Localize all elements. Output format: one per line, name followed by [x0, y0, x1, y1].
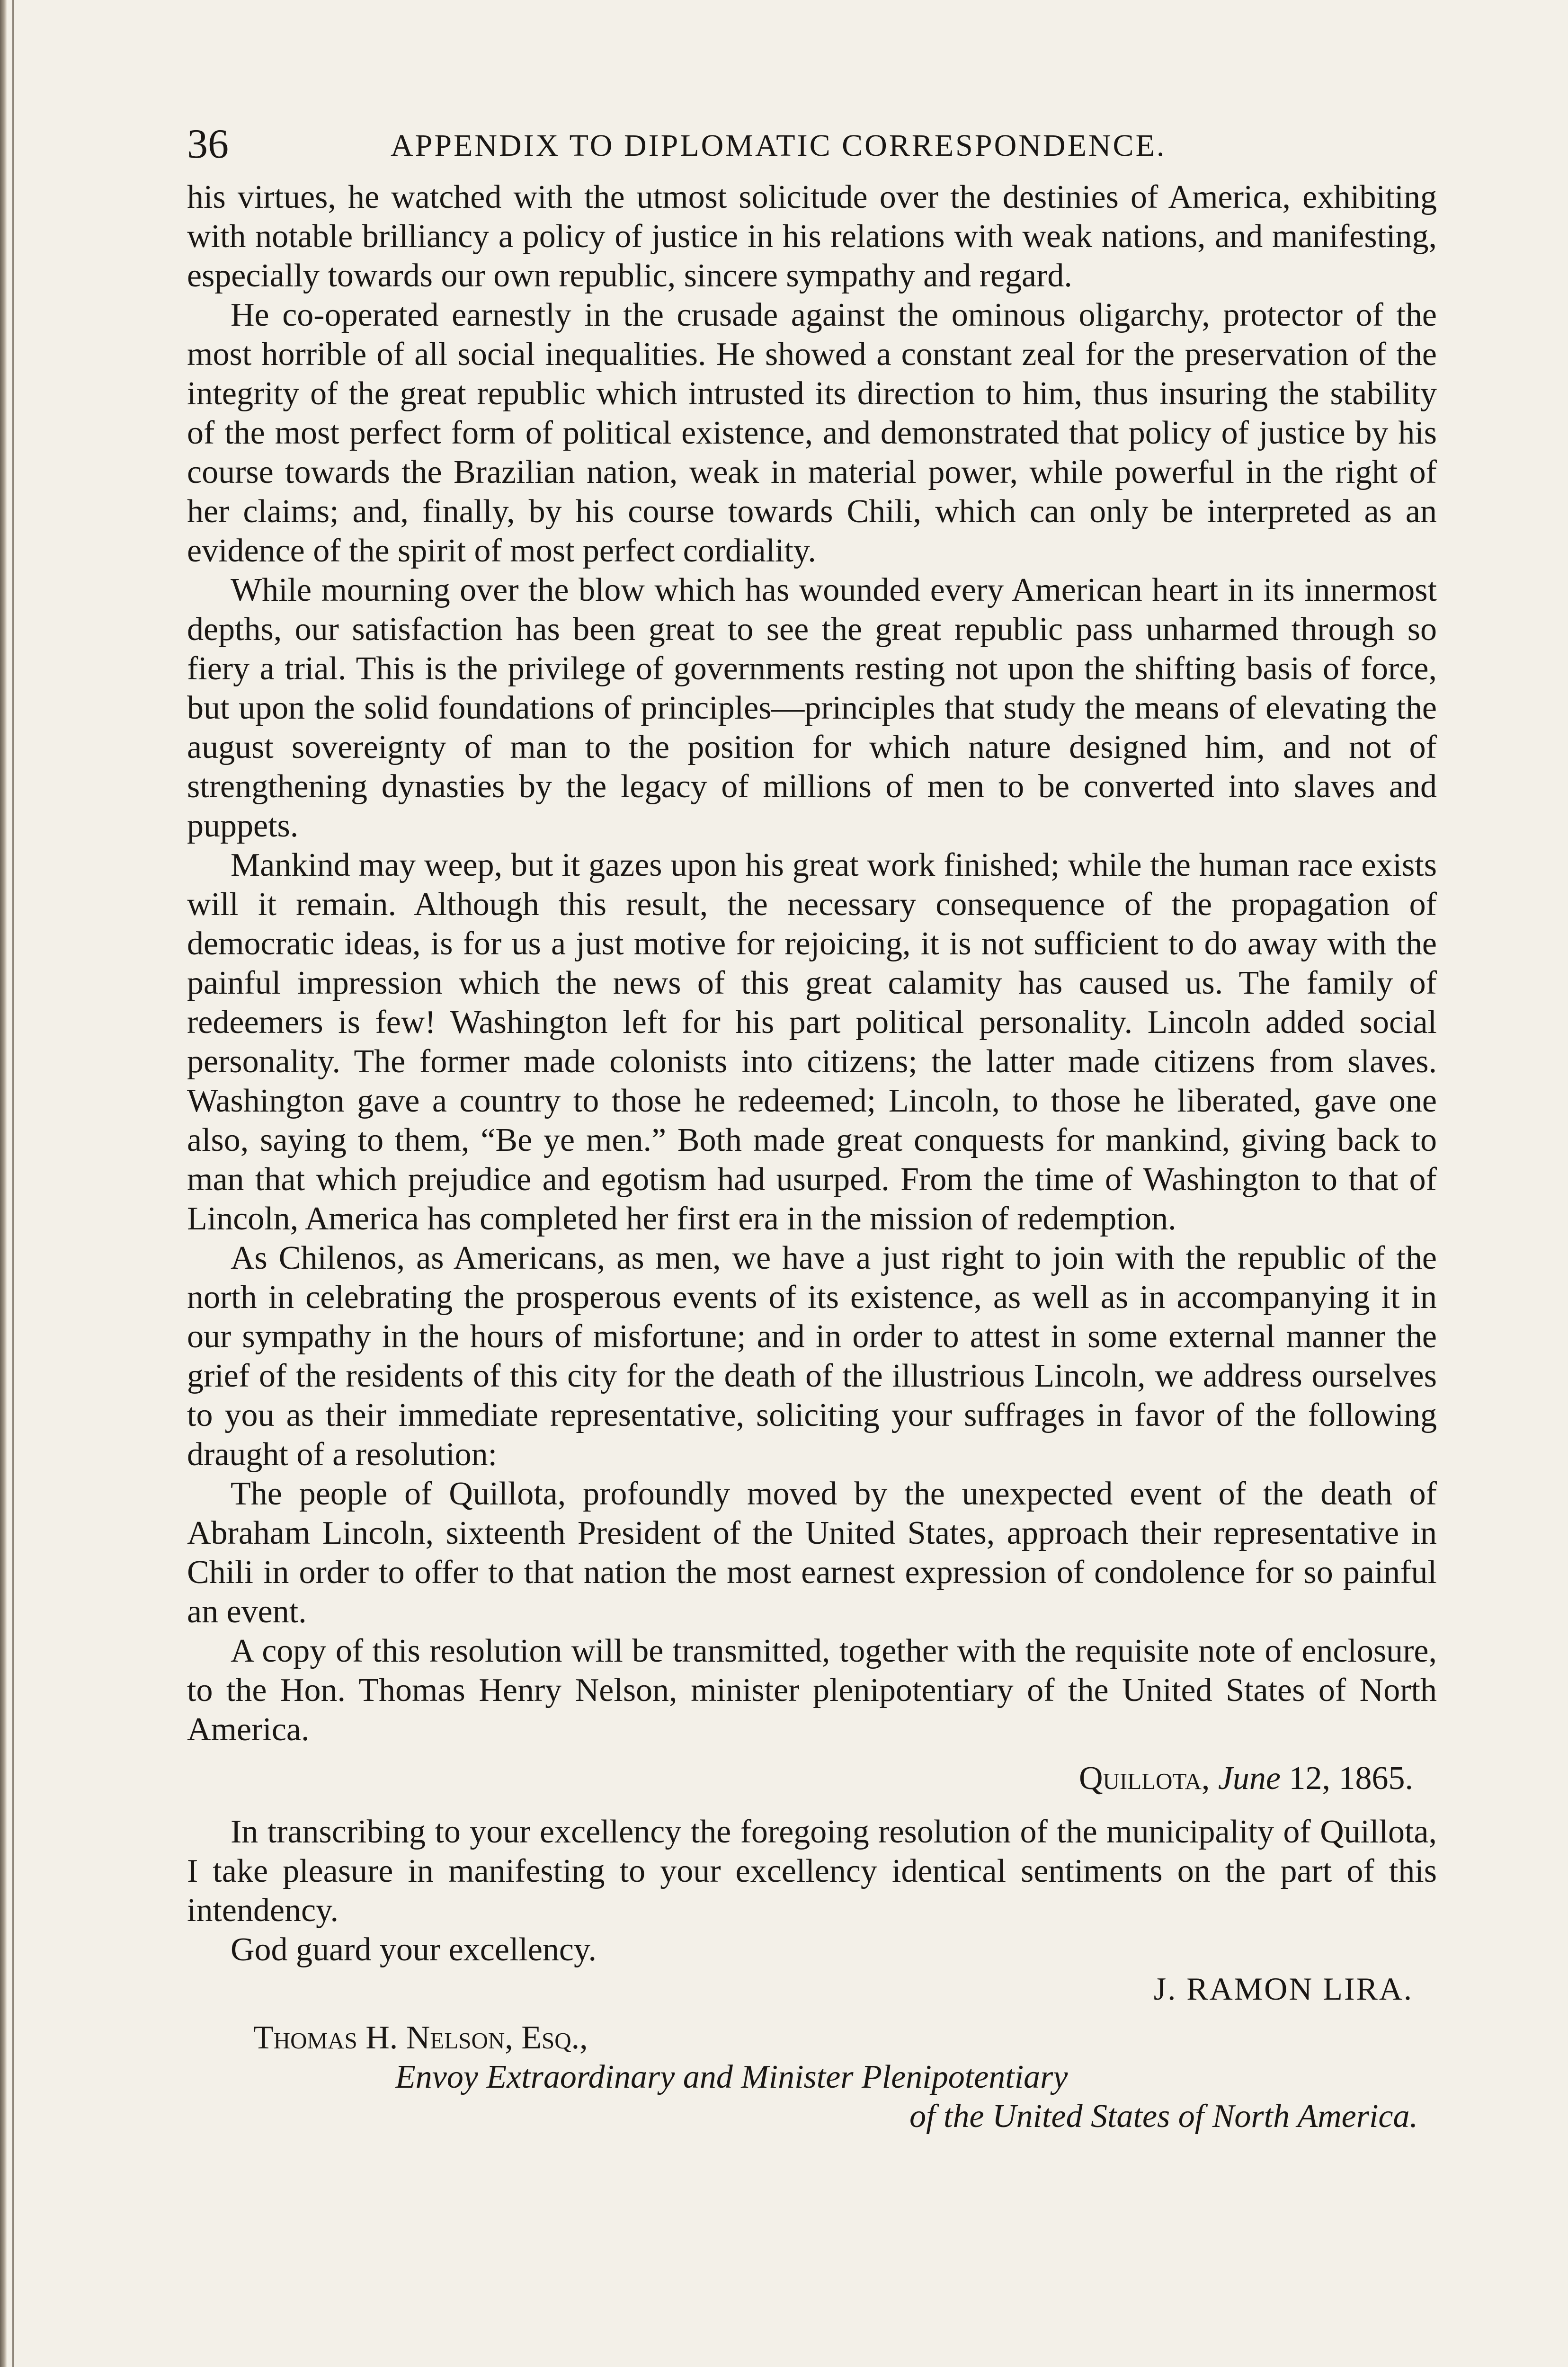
paragraph: As Chilenos, as Americans, as men, we have a just right to join with the republic of the north in celebrating the prosperous events of its existence, as well as in accompanying it in our sympathy in the hours of misfortune; and in order to attest in some external manner the grief of the residents of this city for the death of the illustrious Lincoln, we address ourselves to you as their immediate representative, soliciting your suffrages in favor of the following draught of a resolution:	[187, 1240, 1437, 1473]
page-binding-edge	[0, 0, 7, 2367]
page-number: 36	[187, 121, 229, 167]
paragraph: his virtues, he watched with the utmost solicitude over the destinies of America, exhibiting with notable brilliancy a policy of justice in his relations with weak nations, and manifesting, especially towards our own republic, sincere sympathy and regard.	[187, 179, 1437, 294]
page-header	[187, 121, 1437, 178]
closing-text	[187, 1812, 1437, 1969]
addressee-title-line1: Envoy Extraordinary and Minister Plenipotentiary	[395, 2059, 1068, 2095]
addressee-name: Thomas H. Nelson, Esq.,	[253, 2020, 588, 2056]
place-name: Quillota,	[1078, 1760, 1210, 1797]
resolution-paragraph: The people of Quillota, profoundly moved by the unexpected event of the death of Abraham Lincoln, sixteenth President of the United States, approach their representative in Chili in order to offer to that nation the most earnest expression of condolence for so painful an event.	[187, 1476, 1437, 1630]
salutation: God guard your excellency.	[231, 1931, 597, 1968]
date-month: June	[1218, 1760, 1281, 1797]
signature: J. RAMON LIRA.	[1153, 1971, 1413, 2007]
addressee-title-line2: of the United States of North America.	[909, 2098, 1418, 2135]
running-head: APPENDIX TO DIPLOMATIC CORRESPONDENCE.	[391, 128, 1167, 163]
date-line	[187, 1759, 1437, 1798]
date-day-year: 12, 1865.	[1289, 1760, 1413, 1797]
paragraph: In transcribing to your excellency the foregoing resolution of the municipality of Quillota, I take pleasure in manifesting to your excellency identical sentiments on the part of this intendency.	[187, 1814, 1437, 1929]
document-page	[187, 121, 1437, 2136]
paragraph: Mankind may weep, but it gazes upon his great work finished; while the human race exists will it remain. Although this result, the necessary consequence of the propagation of democratic ideas, is for us a just motive for rejoicing, it is not sufficient to do away with the painful impression which the news of this great calamity has caused us. The family of redeemers is few! Washington left for his part political personality. Lincoln added social personality. The former made colonists into citizens; the latter made citizens from slaves. Washington gave a country to those he redeemed; Lincoln, to those he liberated, gave one also, saying to them, “Be ye men.” Both made great conquests for mankind, giving back to man that which prejudice and egotism had usurped. From the time of Washington to that of Lincoln, America has completed her first era in the mission of redemption.	[187, 847, 1437, 1237]
body-text	[187, 178, 1437, 1749]
paragraph: He co-operated earnestly in the crusade against the ominous oligarchy, protector of the most horrible of all social inequalities. He showed a constant zeal for the preservation of the integrity of the great republic which intrusted its direction to him, thus insuring the stability of the most perfect form of political existence, and demonstrated that policy of justice by his course towards the Brazilian nation, weak in material power, while powerful in the right of her claims; and, finally, by his course towards Chili, which can only be interpreted as an evidence of the spirit of most perfect cordiality.	[187, 297, 1437, 569]
binding-rule	[12, 0, 14, 2367]
paragraph: While mourning over the blow which has wounded every American heart in its innermost depths, our satisfaction has been great to see the great republic pass unharmed through so fiery a trial. This is the privilege of governments resting not upon the shifting basis of force, but upon the solid foundations of principles—principles that study the means of elevating the august sovereignty of man to the position for which nature designed him, and not of strengthening dynasties by the legacy of millions of men to be converted into slaves and puppets.	[187, 572, 1437, 844]
paragraph: A copy of this resolution will be transmitted, together with the requisite note of enclosure, to the Hon. Thomas Henry Nelson, minister plenipotentiary of the United States of North America.	[187, 1633, 1437, 1748]
